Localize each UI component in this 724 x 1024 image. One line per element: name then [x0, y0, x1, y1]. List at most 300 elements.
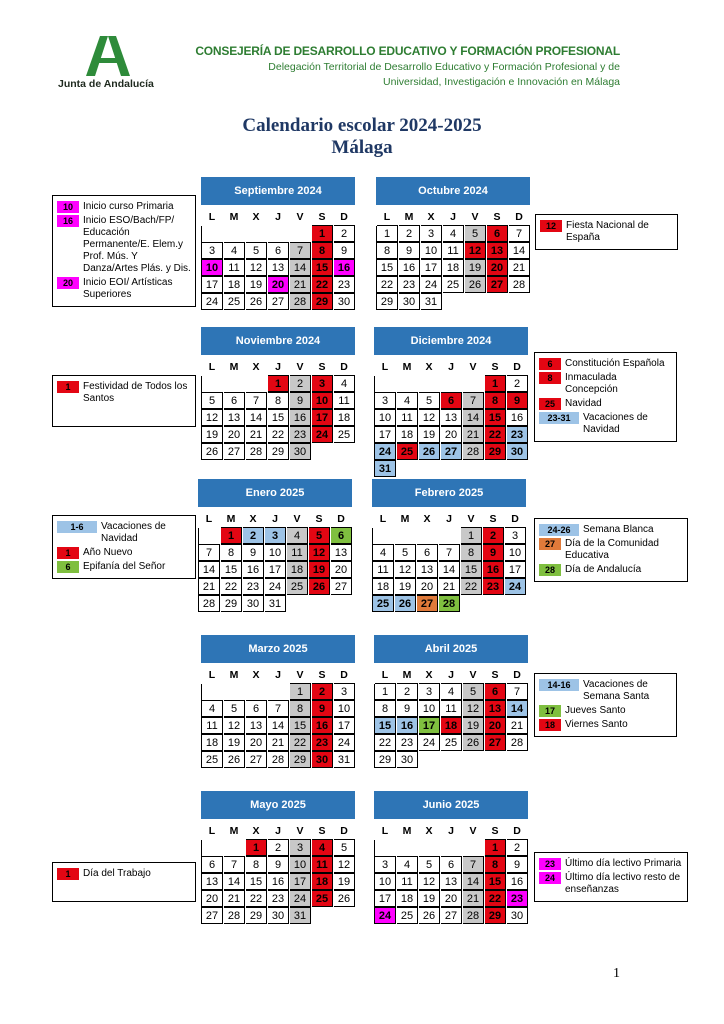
day-cell: 3 — [505, 527, 526, 544]
day-cell: 10 — [265, 544, 286, 561]
junta-logo-icon — [86, 36, 130, 76]
weekday-label: X — [427, 211, 435, 223]
day-cell: 22 — [485, 426, 506, 443]
day-cell: 19 — [419, 426, 440, 443]
day-cell: 8 — [221, 544, 242, 561]
day-cell: 19 — [465, 259, 486, 276]
day-cell: 30 — [507, 443, 528, 460]
weekday-label: D — [337, 513, 345, 525]
weekday-label: D — [513, 669, 521, 681]
day-cell: 2 — [268, 839, 289, 856]
legend-item — [57, 521, 191, 545]
day-cell: 18 — [441, 717, 462, 734]
day-cell: 12 — [224, 717, 245, 734]
weekday-label: X — [425, 669, 433, 681]
legend-label: Inicio EOI/ Artísticas Superiores — [83, 277, 173, 300]
day-cell: 25 — [397, 443, 418, 460]
day-cell: 24 — [290, 890, 311, 907]
day-cell: 1 — [290, 683, 311, 700]
day-cell: 27 — [224, 443, 245, 460]
day-cell: 6 — [246, 700, 267, 717]
day-cell: 16 — [507, 873, 528, 890]
day-cell: 26 — [202, 443, 223, 460]
day-cell: 17 — [375, 890, 396, 907]
weekday-label: D — [513, 361, 521, 373]
day-cell: 22 — [377, 276, 398, 293]
day-cell: 11 — [397, 873, 418, 890]
weekday-label: L — [208, 211, 216, 223]
legend-item — [57, 868, 191, 880]
day-cell: 24 — [265, 578, 286, 595]
day-cell: 22 — [375, 734, 396, 751]
weekday-label: L — [381, 669, 389, 681]
day-cell: 3 — [421, 225, 442, 242]
day-cell: 7 — [224, 856, 245, 873]
day-cell: 12 — [202, 409, 223, 426]
day-cell: 13 — [485, 700, 506, 717]
weekday-label: S — [489, 513, 497, 525]
legend-noviembre — [52, 375, 196, 427]
day-cell: 12 — [419, 873, 440, 890]
day-cell: 22 — [461, 578, 482, 595]
day-cell: 25 — [224, 293, 245, 310]
weekday-label: L — [208, 825, 216, 837]
day-cell: 11 — [443, 242, 464, 259]
month-marzo — [201, 635, 355, 768]
legend-label: Vacaciones de Semana Santa — [583, 679, 650, 702]
day-cell: 25 — [443, 276, 464, 293]
weekday-label: M — [404, 211, 414, 223]
day-grid — [201, 226, 356, 310]
day-cell: 20 — [487, 259, 508, 276]
empty-cell — [397, 839, 418, 856]
weekday-label: X — [252, 825, 260, 837]
day-cell: 17 — [334, 717, 355, 734]
day-cell: 21 — [509, 259, 530, 276]
day-cell: 11 — [334, 392, 355, 409]
weekday-label: X — [425, 361, 433, 373]
day-cell: 24 — [505, 578, 526, 595]
day-cell: 24 — [421, 276, 442, 293]
weekday-label: V — [471, 211, 479, 223]
weekday-row — [374, 822, 528, 840]
day-cell: 26 — [334, 890, 355, 907]
day-cell: 29 — [485, 443, 506, 460]
weekday-label: X — [249, 513, 257, 525]
day-cell: 27 — [441, 443, 462, 460]
day-cell: 6 — [268, 242, 289, 259]
day-cell: 5 — [309, 527, 330, 544]
day-cell: 1 — [461, 527, 482, 544]
day-cell: 17 — [505, 561, 526, 578]
weekday-label: V — [296, 211, 304, 223]
legend-color-chip: 23 — [539, 858, 561, 870]
day-cell: 19 — [246, 276, 267, 293]
legend-label: Vacaciones de Navidad — [583, 412, 648, 435]
empty-cell — [199, 527, 220, 544]
day-cell: 30 — [290, 443, 311, 460]
day-cell: 13 — [417, 561, 438, 578]
legend-item — [539, 372, 672, 396]
day-cell: 28 — [509, 276, 530, 293]
legend-octubre — [535, 214, 678, 250]
day-cell: 6 — [202, 856, 223, 873]
day-cell: 10 — [421, 242, 442, 259]
day-cell: 19 — [334, 873, 355, 890]
day-cell: 6 — [441, 392, 462, 409]
legend-color-chip: 1-6 — [57, 521, 97, 533]
day-cell: 7 — [199, 544, 220, 561]
day-cell: 4 — [312, 839, 333, 856]
day-cell: 6 — [331, 527, 352, 544]
day-cell: 29 — [485, 907, 506, 924]
day-cell: 14 — [224, 873, 245, 890]
day-cell: 28 — [246, 443, 267, 460]
weekday-row — [372, 510, 526, 528]
day-cell: 12 — [395, 561, 416, 578]
day-cell: 4 — [441, 683, 462, 700]
weekday-label: S — [318, 825, 326, 837]
day-cell: 2 — [507, 375, 528, 392]
day-cell: 25 — [312, 890, 333, 907]
day-cell: 19 — [419, 890, 440, 907]
legend-item — [539, 705, 672, 717]
legend-item — [57, 547, 191, 559]
day-cell: 5 — [419, 856, 440, 873]
weekday-label: J — [448, 669, 454, 681]
weekday-label: D — [511, 513, 519, 525]
legend-color-chip: 1 — [57, 547, 79, 559]
day-cell: 27 — [246, 751, 267, 768]
legend-label: Jueves Santo — [565, 705, 626, 716]
empty-cell — [441, 839, 462, 856]
day-cell: 4 — [202, 700, 223, 717]
day-cell: 3 — [312, 375, 333, 392]
day-cell: 27 — [202, 907, 223, 924]
day-cell: 9 — [334, 242, 355, 259]
logo-text: Junta de Andalucía — [58, 78, 154, 90]
day-cell: 1 — [485, 375, 506, 392]
day-cell: 8 — [461, 544, 482, 561]
weekday-label: S — [318, 361, 326, 373]
empty-cell — [224, 375, 245, 392]
legend-label: Semana Blanca — [583, 524, 654, 535]
day-cell: 9 — [312, 700, 333, 717]
day-cell: 16 — [268, 873, 289, 890]
weekday-label: D — [340, 361, 348, 373]
day-cell: 2 — [397, 683, 418, 700]
day-cell: 29 — [377, 293, 398, 310]
day-cell: 30 — [507, 907, 528, 924]
weekday-label: J — [275, 361, 281, 373]
day-cell: 6 — [485, 683, 506, 700]
weekday-label: M — [402, 361, 412, 373]
day-cell: 16 — [334, 259, 355, 276]
day-cell: 16 — [290, 409, 311, 426]
legend-diciembre — [534, 352, 677, 442]
month-header: Enero 2025 — [198, 479, 352, 507]
day-cell: 27 — [487, 276, 508, 293]
day-cell: 24 — [375, 907, 396, 924]
weekday-row — [201, 666, 355, 684]
legend-label: Inicio ESO/Bach/FP/ Educación Permanente/E. Elem.y Prof. Mús. Y Danza/Artes Plás. y Dis. — [83, 215, 191, 274]
day-cell: 1 — [375, 683, 396, 700]
day-grid — [374, 840, 529, 924]
empty-cell — [419, 375, 440, 392]
day-cell: 19 — [395, 578, 416, 595]
day-cell: 12 — [419, 409, 440, 426]
day-cell: 8 — [377, 242, 398, 259]
day-cell: 29 — [268, 443, 289, 460]
day-cell: 26 — [309, 578, 330, 595]
day-cell: 24 — [375, 443, 396, 460]
day-cell: 11 — [287, 544, 308, 561]
day-cell: 28 — [463, 443, 484, 460]
empty-cell — [375, 375, 396, 392]
legend-item — [539, 358, 672, 370]
empty-cell — [202, 839, 223, 856]
weekday-row — [374, 358, 528, 376]
day-cell: 24 — [202, 293, 223, 310]
legend-item — [57, 277, 191, 301]
day-cell: 15 — [377, 259, 398, 276]
legend-color-chip: 1 — [57, 868, 79, 880]
empty-cell — [373, 527, 394, 544]
weekday-row — [198, 510, 352, 528]
legend-item — [540, 220, 673, 244]
day-cell: 3 — [290, 839, 311, 856]
day-cell: 8 — [246, 856, 267, 873]
day-cell: 14 — [439, 561, 460, 578]
day-cell: 16 — [483, 561, 504, 578]
weekday-label: S — [493, 211, 501, 223]
day-cell: 23 — [507, 890, 528, 907]
empty-cell — [375, 839, 396, 856]
legend-color-chip: 25 — [539, 398, 561, 410]
legend-item — [539, 398, 672, 410]
month-header: Abril 2025 — [374, 635, 528, 663]
day-cell: 2 — [507, 839, 528, 856]
day-cell: 20 — [485, 717, 506, 734]
day-cell: 23 — [290, 426, 311, 443]
day-cell: 10 — [505, 544, 526, 561]
day-grid — [198, 528, 353, 612]
day-cell: 11 — [312, 856, 333, 873]
day-cell: 30 — [268, 907, 289, 924]
empty-cell — [224, 225, 245, 242]
day-cell: 10 — [290, 856, 311, 873]
day-cell: 8 — [290, 700, 311, 717]
day-cell: 25 — [287, 578, 308, 595]
legend-color-chip: 8 — [539, 372, 561, 384]
day-cell: 10 — [419, 700, 440, 717]
empty-cell — [202, 225, 223, 242]
day-cell: 2 — [334, 225, 355, 242]
day-cell: 18 — [287, 561, 308, 578]
day-cell: 15 — [268, 409, 289, 426]
empty-cell — [202, 375, 223, 392]
month-septiembre — [201, 177, 355, 310]
empty-cell — [202, 683, 223, 700]
day-cell: 11 — [397, 409, 418, 426]
day-cell: 9 — [399, 242, 420, 259]
day-cell: 21 — [268, 734, 289, 751]
legend-label: Día de Andalucía — [565, 564, 642, 575]
day-cell: 30 — [399, 293, 420, 310]
day-cell: 30 — [334, 293, 355, 310]
legend-label: Último día lectivo resto de enseñanzas — [565, 872, 681, 895]
day-cell: 20 — [246, 734, 267, 751]
legend-color-chip: 6 — [57, 561, 79, 573]
day-cell: 17 — [265, 561, 286, 578]
day-cell: 20 — [202, 890, 223, 907]
legend-label: Viernes Santo — [565, 719, 628, 730]
day-cell: 20 — [417, 578, 438, 595]
legend-mayo — [52, 862, 196, 902]
empty-cell — [224, 839, 245, 856]
day-cell: 21 — [199, 578, 220, 595]
empty-cell — [419, 839, 440, 856]
legend-label: Año Nuevo — [83, 547, 133, 558]
day-cell: 23 — [312, 734, 333, 751]
day-cell: 19 — [463, 717, 484, 734]
day-cell: 10 — [334, 700, 355, 717]
weekday-label: X — [252, 211, 260, 223]
legend-label: Festividad de Todos los Santos — [83, 381, 188, 404]
day-cell: 1 — [221, 527, 242, 544]
day-cell: 9 — [507, 392, 528, 409]
day-cell: 25 — [202, 751, 223, 768]
legend-label: Inmaculada Concepción — [565, 372, 618, 395]
day-cell: 20 — [268, 276, 289, 293]
day-cell: 8 — [312, 242, 333, 259]
day-cell: 15 — [290, 717, 311, 734]
day-cell: 25 — [441, 734, 462, 751]
day-cell: 21 — [224, 890, 245, 907]
legend-item — [539, 679, 672, 703]
day-cell: 28 — [439, 595, 460, 612]
day-cell: 12 — [246, 259, 267, 276]
day-cell: 29 — [246, 907, 267, 924]
day-grid — [372, 528, 527, 612]
legend-label: Último día lectivo Primaria — [565, 858, 682, 869]
empty-cell — [268, 225, 289, 242]
day-cell: 22 — [312, 276, 333, 293]
day-cell: 17 — [290, 873, 311, 890]
day-cell: 8 — [485, 392, 506, 409]
day-grid — [201, 376, 356, 460]
day-cell: 25 — [334, 426, 355, 443]
day-cell: 1 — [377, 225, 398, 242]
legend-item — [57, 561, 191, 573]
day-cell: 1 — [312, 225, 333, 242]
weekday-label: J — [275, 211, 281, 223]
weekday-label: M — [226, 513, 236, 525]
day-cell: 9 — [507, 856, 528, 873]
day-cell: 17 — [419, 717, 440, 734]
day-cell: 22 — [221, 578, 242, 595]
day-cell: 14 — [509, 242, 530, 259]
weekday-label: X — [252, 361, 260, 373]
day-cell: 24 — [419, 734, 440, 751]
day-cell: 11 — [373, 561, 394, 578]
legend-label: Fiesta Nacional de España — [566, 220, 649, 243]
weekday-label: L — [208, 361, 216, 373]
day-cell: 27 — [485, 734, 506, 751]
empty-cell — [463, 839, 484, 856]
weekday-label: J — [448, 825, 454, 837]
day-cell: 3 — [334, 683, 355, 700]
day-cell: 24 — [312, 426, 333, 443]
weekday-label: X — [423, 513, 431, 525]
month-header: Septiembre 2024 — [201, 177, 355, 205]
weekday-label: V — [469, 361, 477, 373]
weekday-label: S — [318, 211, 326, 223]
legend-color-chip: 20 — [57, 277, 79, 289]
legend-septiembre — [52, 195, 196, 307]
day-cell: 30 — [243, 595, 264, 612]
legend-label: Epifanía del Señor — [83, 561, 166, 572]
organization-header — [195, 44, 620, 88]
legend-color-chip: 17 — [539, 705, 561, 717]
day-cell: 4 — [373, 544, 394, 561]
day-cell: 14 — [246, 409, 267, 426]
day-cell: 21 — [439, 578, 460, 595]
weekday-label: V — [469, 669, 477, 681]
legend-color-chip: 24 — [539, 872, 561, 884]
weekday-label: J — [272, 513, 278, 525]
day-cell: 12 — [309, 544, 330, 561]
legend-color-chip: 24-26 — [539, 524, 579, 536]
day-cell: 20 — [441, 890, 462, 907]
day-grid — [374, 684, 529, 768]
empty-cell — [397, 375, 418, 392]
day-cell: 29 — [375, 751, 396, 768]
month-header: Marzo 2025 — [201, 635, 355, 663]
empty-cell — [441, 375, 462, 392]
day-cell: 10 — [312, 392, 333, 409]
day-cell: 19 — [224, 734, 245, 751]
legend-item — [539, 524, 683, 536]
day-cell: 19 — [202, 426, 223, 443]
day-cell: 17 — [202, 276, 223, 293]
day-cell: 18 — [202, 734, 223, 751]
day-cell: 9 — [243, 544, 264, 561]
day-cell: 28 — [507, 734, 528, 751]
weekday-label: S — [318, 669, 326, 681]
weekday-label: V — [296, 669, 304, 681]
day-cell: 7 — [463, 856, 484, 873]
day-cell: 2 — [243, 527, 264, 544]
day-cell: 23 — [268, 890, 289, 907]
weekday-label: M — [402, 669, 412, 681]
day-cell: 15 — [312, 259, 333, 276]
empty-cell — [463, 375, 484, 392]
month-mayo — [201, 791, 355, 924]
day-cell: 28 — [199, 595, 220, 612]
day-cell: 6 — [417, 544, 438, 561]
day-cell: 14 — [463, 409, 484, 426]
day-cell: 7 — [290, 242, 311, 259]
day-cell: 5 — [246, 242, 267, 259]
legend-color-chip: 27 — [539, 538, 561, 550]
legend-item — [539, 564, 683, 576]
day-cell: 5 — [224, 700, 245, 717]
weekday-label: V — [296, 825, 304, 837]
day-cell: 19 — [309, 561, 330, 578]
day-cell: 7 — [509, 225, 530, 242]
day-cell: 31 — [290, 907, 311, 924]
